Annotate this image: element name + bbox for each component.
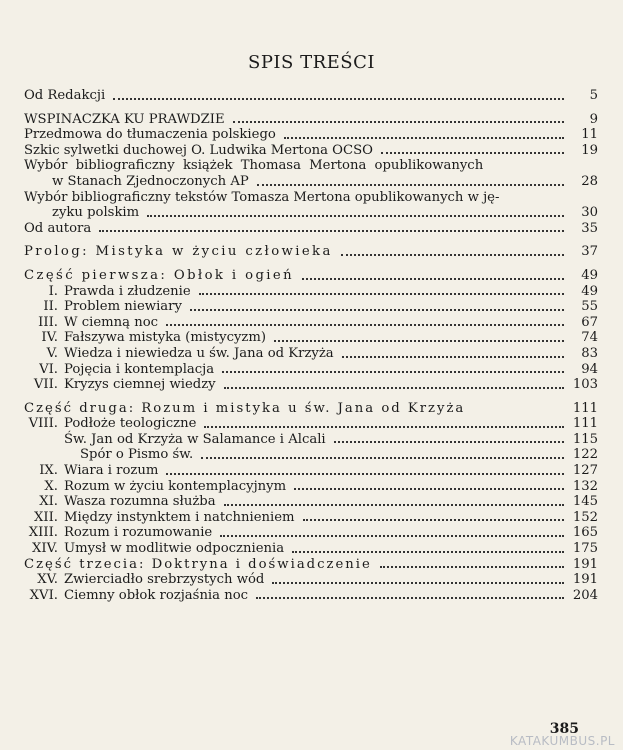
toc-entry-label: Rozum w życiu kontemplacyjnym (64, 478, 287, 494)
toc-entry-page: 191 (572, 556, 598, 572)
toc-entry-label: Pojęcia i kontemplacja (64, 361, 215, 377)
dot-leader (166, 473, 564, 475)
chapter-number: XIV. (31, 541, 58, 557)
toc-entry (24, 190, 598, 206)
toc-entry-label: Wiara i rozum (64, 463, 159, 479)
toc-entry (24, 346, 598, 362)
dot-leader (204, 426, 564, 428)
dot-leader (220, 535, 564, 537)
toc-entry (24, 479, 598, 495)
dot-leader (284, 137, 564, 139)
toc-entry-page: 49 (581, 267, 598, 283)
toc-entry (24, 572, 598, 588)
toc-entry-page: 152 (572, 509, 598, 525)
toc-entry-page: 132 (572, 478, 598, 494)
toc-entry-label: Umysł w modlitwie odpocznienia (64, 541, 285, 557)
toc-entry-label: zyku polskim (52, 205, 140, 221)
toc-entry (24, 299, 598, 315)
dot-leader (303, 519, 564, 521)
toc-entry (24, 315, 598, 331)
toc-entry-label: Wybór bibliograficzny tekstów Tomasza Mertona opublikowanych w ję- (24, 189, 500, 205)
table-of-contents (24, 88, 598, 603)
chapter-number: XII. (34, 509, 58, 525)
toc-entry (24, 330, 598, 346)
chapter-number: II. (43, 299, 58, 315)
toc-entry-page: 191 (572, 572, 598, 588)
toc-entry (24, 143, 598, 159)
toc-entry-label: Przedmowa do tłumaczenia polskiego (24, 127, 276, 143)
toc-entry (24, 525, 598, 541)
toc-entry (24, 416, 598, 432)
dot-leader (341, 254, 564, 256)
toc-entry-page: 49 (581, 283, 598, 299)
toc-entry-page: 127 (572, 463, 598, 479)
chapter-number: XV. (37, 572, 58, 588)
chapter-number: XIII. (28, 525, 58, 541)
toc-entry-label: Podłoże teologiczne (64, 416, 197, 432)
toc-entry (24, 557, 598, 573)
toc-entry-label: WSPINACZKA KU PRAWDZIE (24, 111, 225, 127)
watermark: KATAKUMBUS.PL (509, 734, 615, 748)
toc-entry (24, 588, 598, 604)
toc-entry-page: 111 (572, 416, 598, 432)
toc-entry-label: Część druga: Rozum i mistyka u św. Jana od Krzyża (24, 400, 466, 416)
toc-entry-page: 94 (581, 361, 598, 377)
dot-leader (233, 121, 564, 123)
toc-entry (24, 268, 598, 284)
toc-entry (24, 541, 598, 557)
toc-entry-page: 30 (581, 205, 598, 221)
toc-entry-label: Prolog: Mistyka w życiu człowieka (24, 244, 333, 260)
toc-entry-label: Od autora (24, 220, 92, 236)
chapter-number: XVI. (29, 587, 58, 603)
chapter-number: X. (44, 478, 58, 494)
toc-entry (24, 284, 598, 300)
toc-entry-page: 11 (581, 127, 598, 143)
toc-entry-label: Św. Jan od Krzyża w Salamance i Alcali (64, 431, 326, 447)
toc-entry (24, 244, 598, 260)
toc-entry-label: Ciemny obłok rozjaśnia noc (64, 587, 249, 603)
toc-entry-page: 115 (572, 431, 598, 447)
chapter-number: VI. (39, 361, 58, 377)
toc-entry-label: Część pierwsza: Obłok i ogień (24, 267, 295, 283)
toc-entry-label: Część trzecia: Doktryna i doświadczenie (24, 556, 372, 572)
toc-entry-page: 204 (572, 587, 598, 603)
toc-entry-label: Fałszywa mistyka (mistycyzm) (64, 330, 267, 346)
toc-entry-label: Wasza rozumna służba (64, 494, 216, 510)
dot-leader (380, 566, 564, 568)
toc-entry-label: Zwierciadło srebrzystych wód (64, 572, 265, 588)
chapter-number: VIII. (28, 416, 58, 432)
toc-entry-page: 74 (581, 330, 598, 346)
toc-entry (24, 463, 598, 479)
dot-leader (99, 230, 564, 232)
dot-leader (292, 551, 564, 553)
dot-leader (113, 98, 564, 100)
dot-leader (334, 441, 564, 443)
dot-leader (201, 457, 564, 459)
toc-entry-label: Między instynktem i natchnieniem (64, 509, 295, 525)
toc-entry-label: Wiedza i niewiedza u św. Jana od Krzyża (64, 345, 334, 361)
toc-entry-page: 145 (572, 494, 598, 510)
toc-entry (24, 158, 598, 174)
dot-leader (272, 582, 564, 584)
toc-entry-page: 5 (589, 88, 598, 103)
dot-leader (147, 215, 564, 217)
toc-entry (24, 174, 598, 190)
toc-entry-page: 122 (572, 447, 598, 463)
toc-entry (24, 205, 598, 221)
toc-entry (24, 127, 598, 143)
dot-leader (302, 278, 564, 280)
chapter-number: I. (48, 283, 58, 299)
toc-entry-page: 111 (572, 400, 598, 416)
dot-leader (381, 152, 564, 154)
toc-entry-label: W ciemną noc (64, 314, 159, 330)
toc-entry-page: 28 (581, 173, 598, 189)
toc-entry-label: Kryzys ciemnej wiedzy (64, 377, 216, 393)
dot-leader (294, 488, 564, 490)
dot-leader (224, 504, 564, 506)
toc-entry-label: Wybór bibliograficzny książek Thomasa Mertona opublikowanych (24, 158, 484, 174)
toc-entry-label: Od Redakcji (24, 88, 106, 103)
toc-entry (24, 510, 598, 526)
toc-entry-page: 37 (581, 244, 598, 260)
chapter-number: V. (46, 345, 58, 361)
page-number: 385 (549, 721, 579, 737)
chapter-number: XI. (39, 494, 58, 510)
chapter-number: IX. (39, 463, 58, 479)
toc-entry (24, 494, 598, 510)
toc-entry-page: 19 (581, 142, 598, 158)
toc-entry (24, 112, 598, 128)
toc-entry (24, 221, 598, 237)
toc-entry-label: Spór o Pismo św. (80, 447, 194, 463)
toc-entry-label: Prawda i złudzenie (64, 283, 191, 299)
dot-leader (199, 293, 564, 295)
toc-entry-page: 83 (581, 345, 598, 361)
toc-entry (24, 447, 598, 463)
page-title: SPIS TREŚCI (247, 52, 376, 73)
dot-leader (274, 340, 564, 342)
dot-leader (166, 324, 564, 326)
toc-entry-page: 103 (572, 377, 598, 393)
toc-entry-label: Problem niewiary (64, 299, 182, 315)
toc-entry (24, 88, 598, 104)
dot-leader (342, 356, 564, 358)
toc-entry-page: 165 (572, 525, 598, 541)
dot-leader (224, 387, 564, 389)
toc-entry-label: w Stanach Zjednoczonych AP (52, 173, 249, 189)
toc-entry-page: 35 (581, 220, 598, 236)
chapter-number: VII. (33, 377, 58, 393)
toc-entry (24, 432, 598, 448)
dot-leader (190, 309, 564, 311)
toc-entry-page: 55 (581, 299, 598, 315)
toc-entry-page: 9 (589, 111, 598, 127)
dot-leader (222, 371, 564, 373)
toc-entry-page: 67 (581, 314, 598, 330)
toc-entry (24, 377, 598, 393)
dot-leader (256, 597, 564, 599)
toc-entry-label: Szkic sylwetki duchowej O. Ludwika Mertona OCSO (24, 142, 373, 158)
dot-leader (257, 184, 564, 186)
chapter-number: IV. (41, 330, 58, 346)
toc-entry (24, 362, 598, 378)
toc-entry (24, 401, 598, 417)
toc-entry-label: Rozum i rozumowanie (64, 525, 213, 541)
toc-entry-page: 175 (572, 541, 598, 557)
chapter-number: III. (38, 314, 58, 330)
